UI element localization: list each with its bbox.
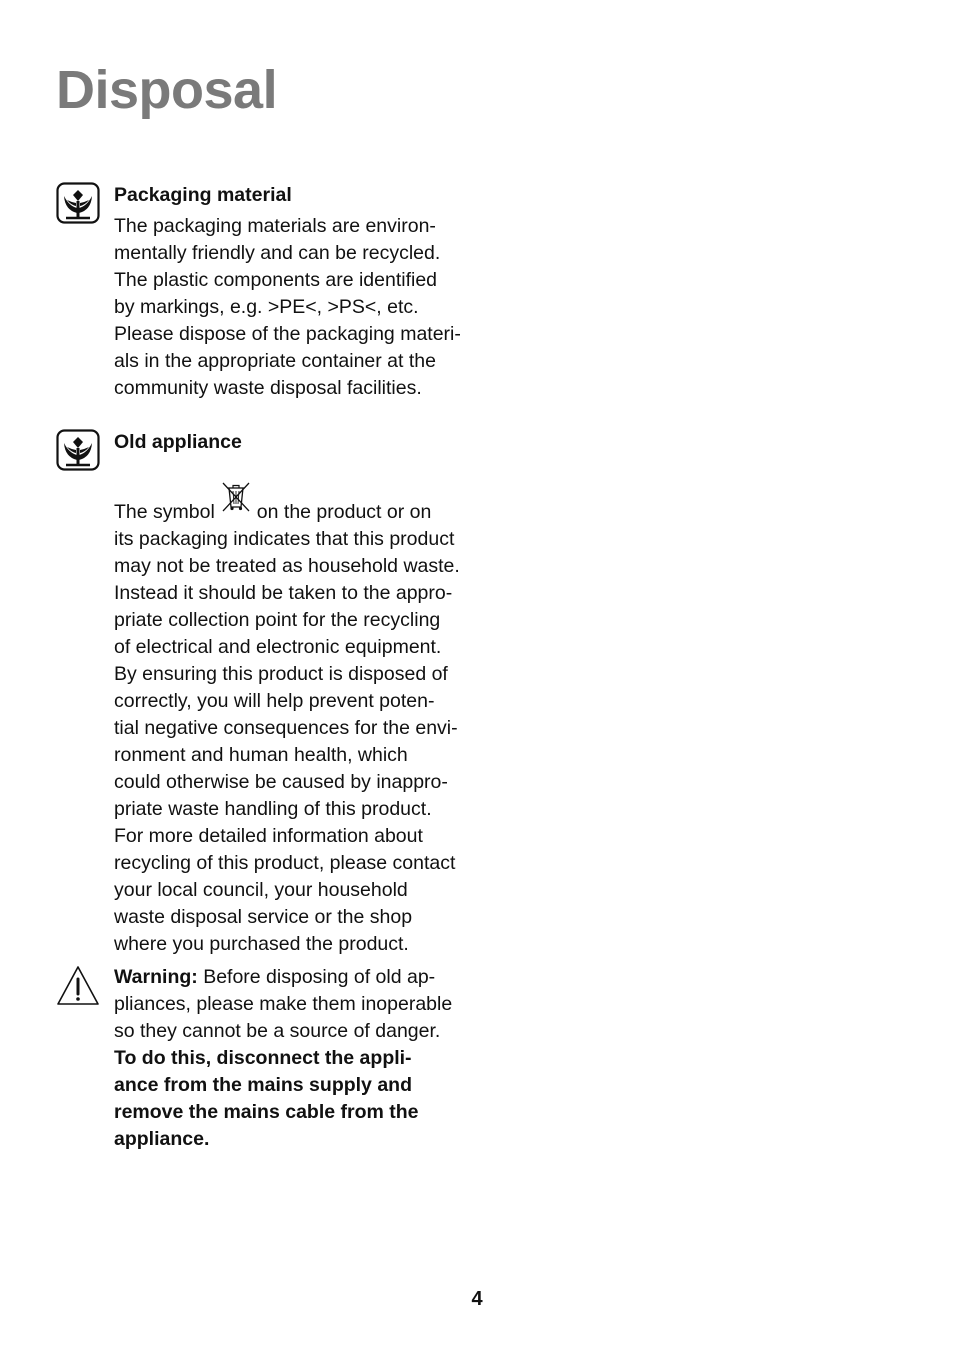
text-line: For more detailed information about xyxy=(114,825,423,847)
text-line: priate collection point for the recycling xyxy=(114,609,441,631)
text-line: recycling of this product, please contact xyxy=(114,852,456,874)
symbol-line xyxy=(114,488,474,526)
text-line: mentally friendly and can be recycled. xyxy=(114,242,441,264)
environment-flower-icon xyxy=(56,429,100,471)
text-line: ronment and human health, which xyxy=(114,744,408,766)
old-appliance-heading: Old appliance xyxy=(114,431,242,453)
text-line: By ensuring this product is disposed of xyxy=(114,663,448,685)
page-number: 4 xyxy=(471,1288,483,1310)
text-line: priate waste handling of this product. xyxy=(114,798,432,820)
environment-flower-icon xyxy=(56,182,100,224)
text-line: The plastic components are identified xyxy=(114,269,438,291)
text-line: by markings, e.g. >PE<, >PS<, etc. xyxy=(114,296,419,318)
text-line: of electrical and electronic equipment. xyxy=(114,636,442,658)
bold-text-line: appliance. xyxy=(114,1128,210,1150)
crossed-out-wheelie-bin-icon xyxy=(219,480,253,514)
old-appliance-text xyxy=(114,429,474,958)
text-line: so they cannot be a source of danger. xyxy=(114,1020,441,1042)
text-line: may not be treated as household waste. xyxy=(114,555,460,577)
warning-label: Warning: xyxy=(114,966,198,988)
text-line: pliances, please make them inoperable xyxy=(114,993,453,1015)
packaging-material-heading: Packaging material xyxy=(114,184,292,206)
text-line: tial negative consequences for the envi- xyxy=(114,717,458,739)
packaging-material-text xyxy=(114,182,474,402)
page-title: Disposal xyxy=(56,60,278,120)
warning-triangle-icon xyxy=(56,964,100,1008)
text-line: your local council, your household xyxy=(114,879,408,901)
text-line: Instead it should be taken to the appro- xyxy=(114,582,453,604)
text-line: als in the appropriate container at the xyxy=(114,350,436,372)
text-line: correctly, you will help prevent poten- xyxy=(114,690,435,712)
text-line: waste disposal service or the shop xyxy=(114,906,413,928)
warning-text xyxy=(114,964,474,1153)
warning-first-line xyxy=(114,964,474,991)
bold-text-line: ance from the mains supply and xyxy=(114,1074,412,1096)
warning-first-line-rest: Before disposing of old ap- xyxy=(203,966,436,988)
text-line: community waste disposal facilities. xyxy=(114,377,422,399)
symbol-line-after: on the product or on xyxy=(256,501,432,523)
text-line: Please dispose of the packaging materi- xyxy=(114,323,461,345)
symbol-line-before: The symbol xyxy=(114,501,215,523)
text-line: where you purchased the product. xyxy=(114,933,409,955)
text-line: its packaging indicates that this product xyxy=(114,528,455,550)
text-line: could otherwise be caused by inappro- xyxy=(114,771,448,793)
text-line: The packaging materials are environ- xyxy=(114,215,436,237)
bold-text-line: remove the mains cable from the xyxy=(114,1101,419,1123)
bold-text-line: To do this, disconnect the appli- xyxy=(114,1047,412,1069)
